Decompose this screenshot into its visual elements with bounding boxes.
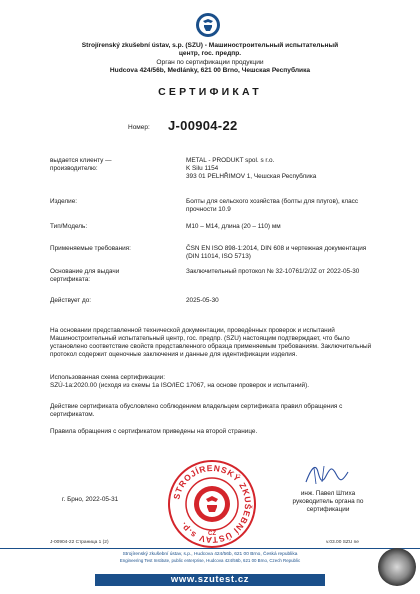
footer-address-en: Engineering Test Institute, public enterprise, Hudcova 424/56b, 621 00 Brno, Czech Republic <box>119 558 301 563</box>
footer-page-ref: J-00904-22 Страница 1 (2) <box>50 540 109 545</box>
field-label-type: Тип/Модель: <box>50 223 88 230</box>
body-paragraph-1: На основании представленной технической документации, проведённых проверок и испытаний Машиностроительный испытательный центр, гос. предпр. (SZU) настоящим подтверждает, что было установлено соответствие свойств представленного образца применяемым требованиям. Заключительный протокол содержит оценочные заключения и данные для идентификации изделия. <box>50 327 372 358</box>
field-value-product: Болты для сельского хозяйства (болты для плугов), класс прочности 10.9 <box>186 198 359 213</box>
header-line-1: Strojírenský zkušební ústav, s.p. (SZU) - Машиностроительный испытательный <box>81 42 339 49</box>
hologram-icon <box>378 548 416 586</box>
scheme-label: Использованная схема сертификации: <box>50 374 166 381</box>
official-seal-icon <box>167 459 257 549</box>
field-value-valid-until: 2025-05-30 <box>186 297 219 304</box>
document-title: СЕРТИФИКАТ <box>158 86 262 98</box>
body-paragraph-3: Действие сертификата обусловлено соблюдением владельцем сертификата правил обращения с сертификатом. <box>50 403 343 418</box>
field-label-requirements: Применяемые требования: <box>50 245 131 252</box>
field-label-product: Изделие: <box>50 198 78 205</box>
signature-icon <box>302 462 352 488</box>
scheme-value: SZÚ-1a:2020.00 (исходя из схемы 1a ISO/IEC 17067, на основе проверок и испытаний). <box>50 382 310 389</box>
signatory-name: инж. Павел Штиха <box>300 490 356 497</box>
signatory-role-1: руководитель органа по <box>292 498 364 505</box>
field-value-client: METAL - PRODUKT spol. s r.o. K Silu 1154 393 01 PELHŘIMOV 1, Чешская Республика <box>186 157 317 180</box>
header-line-4: Hudcova 424/56b, Medlánky, 621 00 Brno, Чешская Республика <box>109 67 311 74</box>
signatory-role-2: сертификации <box>306 506 350 513</box>
header-line-3: Орган по сертификации продукции <box>156 59 264 66</box>
szu-logo-icon <box>195 12 221 38</box>
field-label-client: выдается клиенту — производителю: <box>50 157 112 172</box>
footer-divider <box>0 548 420 549</box>
certificate-number-label: Номер: <box>128 124 150 131</box>
field-label-valid-until: Действует до: <box>50 297 92 304</box>
svg-text:STROJÍRENSKÝ ZKUŠEBNÍ ÚSTAV s.: STROJÍRENSKÝ ZKUŠEBNÍ ÚSTAV s.p. <box>171 462 254 546</box>
field-value-basis: Заключительный протокол № 32-10761/2/JZ от 2022-05-30 <box>186 268 360 275</box>
certificate-number: J-00904-22 <box>168 118 238 133</box>
place-date: г. Брно, 2022-05-31 <box>62 496 119 503</box>
footer-address-cz: Strojírenský zkušební ústav, s.p., Hudcova 424/56b, 621 00 Brno, Česká republika <box>122 552 298 557</box>
field-value-requirements: ČSN EN ISO 898-1:2014, DIN 608 и чертежная документация (DIN 11014, ISO 5713) <box>186 245 367 260</box>
footer-website-link[interactable]: www.szutest.cz <box>95 574 325 586</box>
footer-version: v.03.00 SZU ne <box>326 540 359 545</box>
field-value-type: M10 – M14, длина (20 – 110) мм <box>186 223 281 230</box>
header-line-2: центр, гос. предпр. <box>178 50 242 57</box>
body-paragraph-4: Правила обращения с сертификатом приведены на второй странице. <box>50 428 258 435</box>
svg-text:CZ: CZ <box>208 531 216 537</box>
field-label-basis: Основание для выдачи сертификата: <box>50 268 120 283</box>
